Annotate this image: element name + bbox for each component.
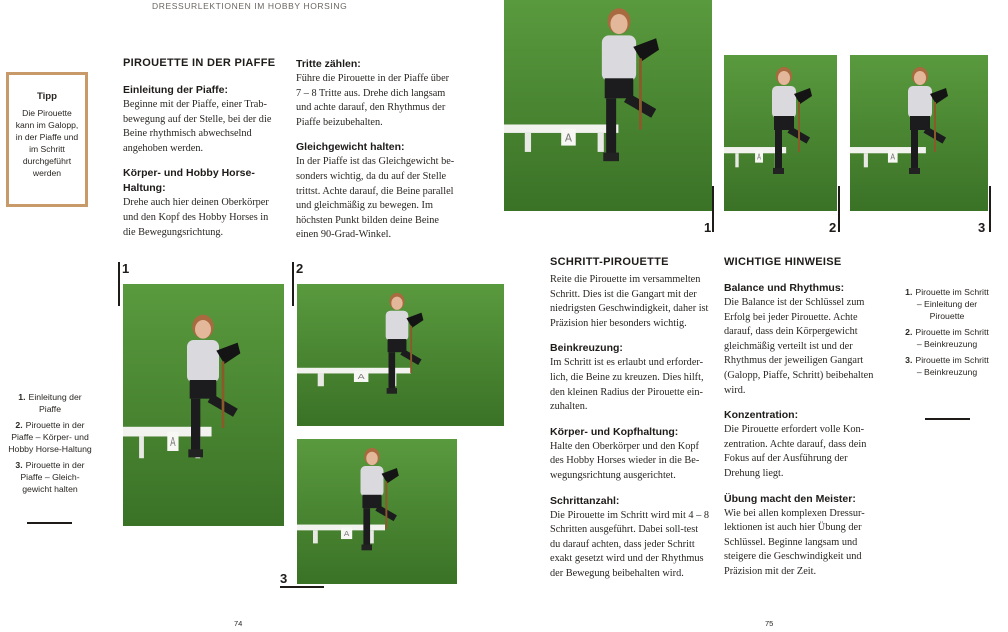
- paragraph: [123, 166, 283, 240]
- paragraph-text: Die Pirouette im Schritt wird mit 4 – 8 Schritten ausgeführt. Dabei soll-test du darauf achten, dass jeder Schritt exakt gesetzt wird und der Rhythmus der Bewegung beibehalten wird.: [550, 509, 710, 579]
- caption-number: 1.: [18, 392, 26, 402]
- right-column-2: [724, 256, 884, 590]
- paragraph-text: In der Piaffe ist das Gleichgewicht be-sonders wichtig, da du auf der Stelle trittst. Achte darauf, die Beine parallel und gleichmäßig zu bewegen. Im höchsten Punkt bilden deine Beine einen 90-Grad-Winkel.: [296, 156, 455, 241]
- caption-text: Einleitung der Piaffe: [28, 392, 82, 414]
- left-column-1: [123, 57, 283, 250]
- tip-text: Die Pirouette kann im Galopp, in der Piaffe und im Schritt durchgeführt werden: [15, 108, 79, 178]
- caption-rule: [27, 522, 72, 524]
- caption-text: Pirouette in der Piaffe – Körper- und Hobby Horse-Haltung: [8, 420, 92, 454]
- paragraph: [296, 140, 456, 243]
- paragraph: [296, 57, 456, 130]
- caption-number: 3.: [15, 460, 23, 470]
- photo-walk-1: [504, 0, 712, 211]
- section-title-piaffe: PIROUETTE IN DER PIAFFE: [123, 57, 276, 69]
- photo-number: 1: [704, 220, 712, 235]
- number-rule: [989, 186, 991, 232]
- caption-number: 1.: [905, 287, 913, 297]
- caption-item: [904, 354, 990, 378]
- left-column-2: [296, 57, 456, 253]
- caption-number: 2.: [15, 420, 23, 430]
- paragraph-text: Drehe auch hier deinen Oberkörper und den Kopf des Hobby Horses in die Bewegungsrichtung.: [123, 197, 269, 238]
- number-rule: [292, 262, 294, 306]
- photo-number: 3: [280, 571, 288, 586]
- intro-text: Reite die Pirouette im versammelten Schritt. Dies ist die Gangart mit der niedrigsten Geschwindigkeit, daher ist Präzision hier besonders wichtig.: [550, 274, 709, 329]
- caption-text: Pirouette im Schritt – Beinkreuzung: [915, 355, 989, 377]
- photo-piaffe-1: [123, 284, 284, 526]
- section-title-schritt: SCHRITT-PIROUETTE: [550, 256, 669, 268]
- caption-item: [8, 391, 92, 415]
- number-rule: [280, 586, 324, 588]
- paragraph: [724, 492, 884, 580]
- paragraph-heading: Schrittanzahl:: [550, 494, 620, 507]
- caption-number: 2.: [905, 327, 913, 337]
- paragraph-heading: Körper- und Hobby Horse-Haltung:: [123, 167, 255, 195]
- right-captions: [904, 286, 990, 382]
- paragraph: [724, 408, 884, 481]
- left-captions: [8, 391, 92, 499]
- photo-number: 2: [296, 261, 304, 276]
- caption-text: Pirouette im Schritt – Einleitung der Pirouette: [915, 287, 989, 321]
- right-column-1: [550, 256, 710, 592]
- paragraph: [123, 83, 283, 156]
- caption-item: [904, 286, 990, 322]
- paragraph: [724, 281, 884, 398]
- tip-title: Tipp: [36, 91, 58, 102]
- paragraph-heading: Beinkreuzung:: [550, 342, 623, 355]
- caption-item: [904, 326, 990, 350]
- paragraph-text: Im Schritt ist es erlaubt und erforder-lich, die Beine zu kreuzen. Dies hilft, den kleinen Radius der Pirouette ein-zuhalten.: [550, 357, 704, 413]
- caption-item: [8, 419, 92, 455]
- paragraph-text: Die Pirouette erfordert volle Kon-zentration. Achte darauf, dass dein Fokus auf der Ausführung der Drehung liegt.: [724, 424, 867, 479]
- paragraph-heading: Tritte zählen:: [296, 58, 361, 70]
- photo-number: 1: [122, 261, 130, 276]
- photo-number: 2: [829, 220, 837, 235]
- paragraph-text: Beginne mit der Piaffe, einer Trab-bewegung auf der Stelle, bei der die Beine rhythmisch abwechselnd angehoben werden.: [123, 99, 272, 154]
- number-rule: [838, 186, 840, 232]
- paragraph-text: Die Balance ist der Schlüssel zum Erfolg bei jeder Pirouette. Achte darauf, dass dein Körpergewicht gleichmäßig verteilt ist und der Rhythmus der jeweiligen Gangart (Galopp, Piaffe, Schritt) beibehalten wird.: [724, 297, 874, 396]
- page-number-left: 74: [234, 619, 243, 628]
- number-rule: [712, 186, 714, 232]
- paragraph: [550, 341, 710, 414]
- paragraph: [550, 494, 710, 582]
- paragraph-text: Wie bei allen komplexen Dressur-lektionen ist auch hier Übung der Schlüssel. Beginne langsam und steigere die Geschwindigkeit und Präzision mit der Zeit.: [724, 507, 865, 577]
- photo-number: 3: [978, 220, 986, 235]
- caption-rule: [925, 418, 970, 420]
- photo-walk-3: [850, 55, 988, 211]
- paragraph-heading: Balance und Rhythmus:: [724, 282, 845, 294]
- paragraph-heading: Einleitung der Piaffe:: [123, 84, 229, 96]
- number-rule: [118, 262, 120, 306]
- paragraph: [550, 425, 710, 484]
- caption-text: Pirouette in der Piaffe – Gleich-gewicht halten: [20, 460, 85, 494]
- photo-walk-2: [724, 55, 837, 211]
- caption-item: [8, 459, 92, 495]
- page-number-right: 75: [765, 619, 774, 628]
- photo-piaffe-3: [297, 439, 457, 584]
- paragraph-text: Halte den Oberkörper und den Kopf des Hobby Horses wieder in die Be-wegungsrichtung ausgerichtet.: [550, 440, 700, 481]
- running-head: DRESSURLEKTIONEN IM HOBBY HORSING: [152, 1, 348, 11]
- paragraph-heading: Gleichgewicht halten:: [296, 141, 405, 154]
- tip-box: [6, 72, 88, 207]
- caption-number: 3.: [905, 355, 913, 365]
- photo-piaffe-2: [297, 284, 504, 426]
- paragraph-text: Führe die Pirouette in der Piaffe über 7 – 8 Tritte aus. Drehe dich langsam und achte darauf, den Rhythmus der Piaffe beizubehalten.: [296, 73, 450, 128]
- paragraph-heading: Übung macht den Meister:: [724, 492, 856, 505]
- section-title-hinweise: WICHTIGE HINWEISE: [724, 256, 842, 268]
- paragraph-heading: Körper- und Kopfhaltung:: [550, 425, 679, 438]
- caption-text: Pirouette im Schritt – Beinkreuzung: [915, 327, 989, 349]
- paragraph-heading: Konzentration:: [724, 409, 799, 422]
